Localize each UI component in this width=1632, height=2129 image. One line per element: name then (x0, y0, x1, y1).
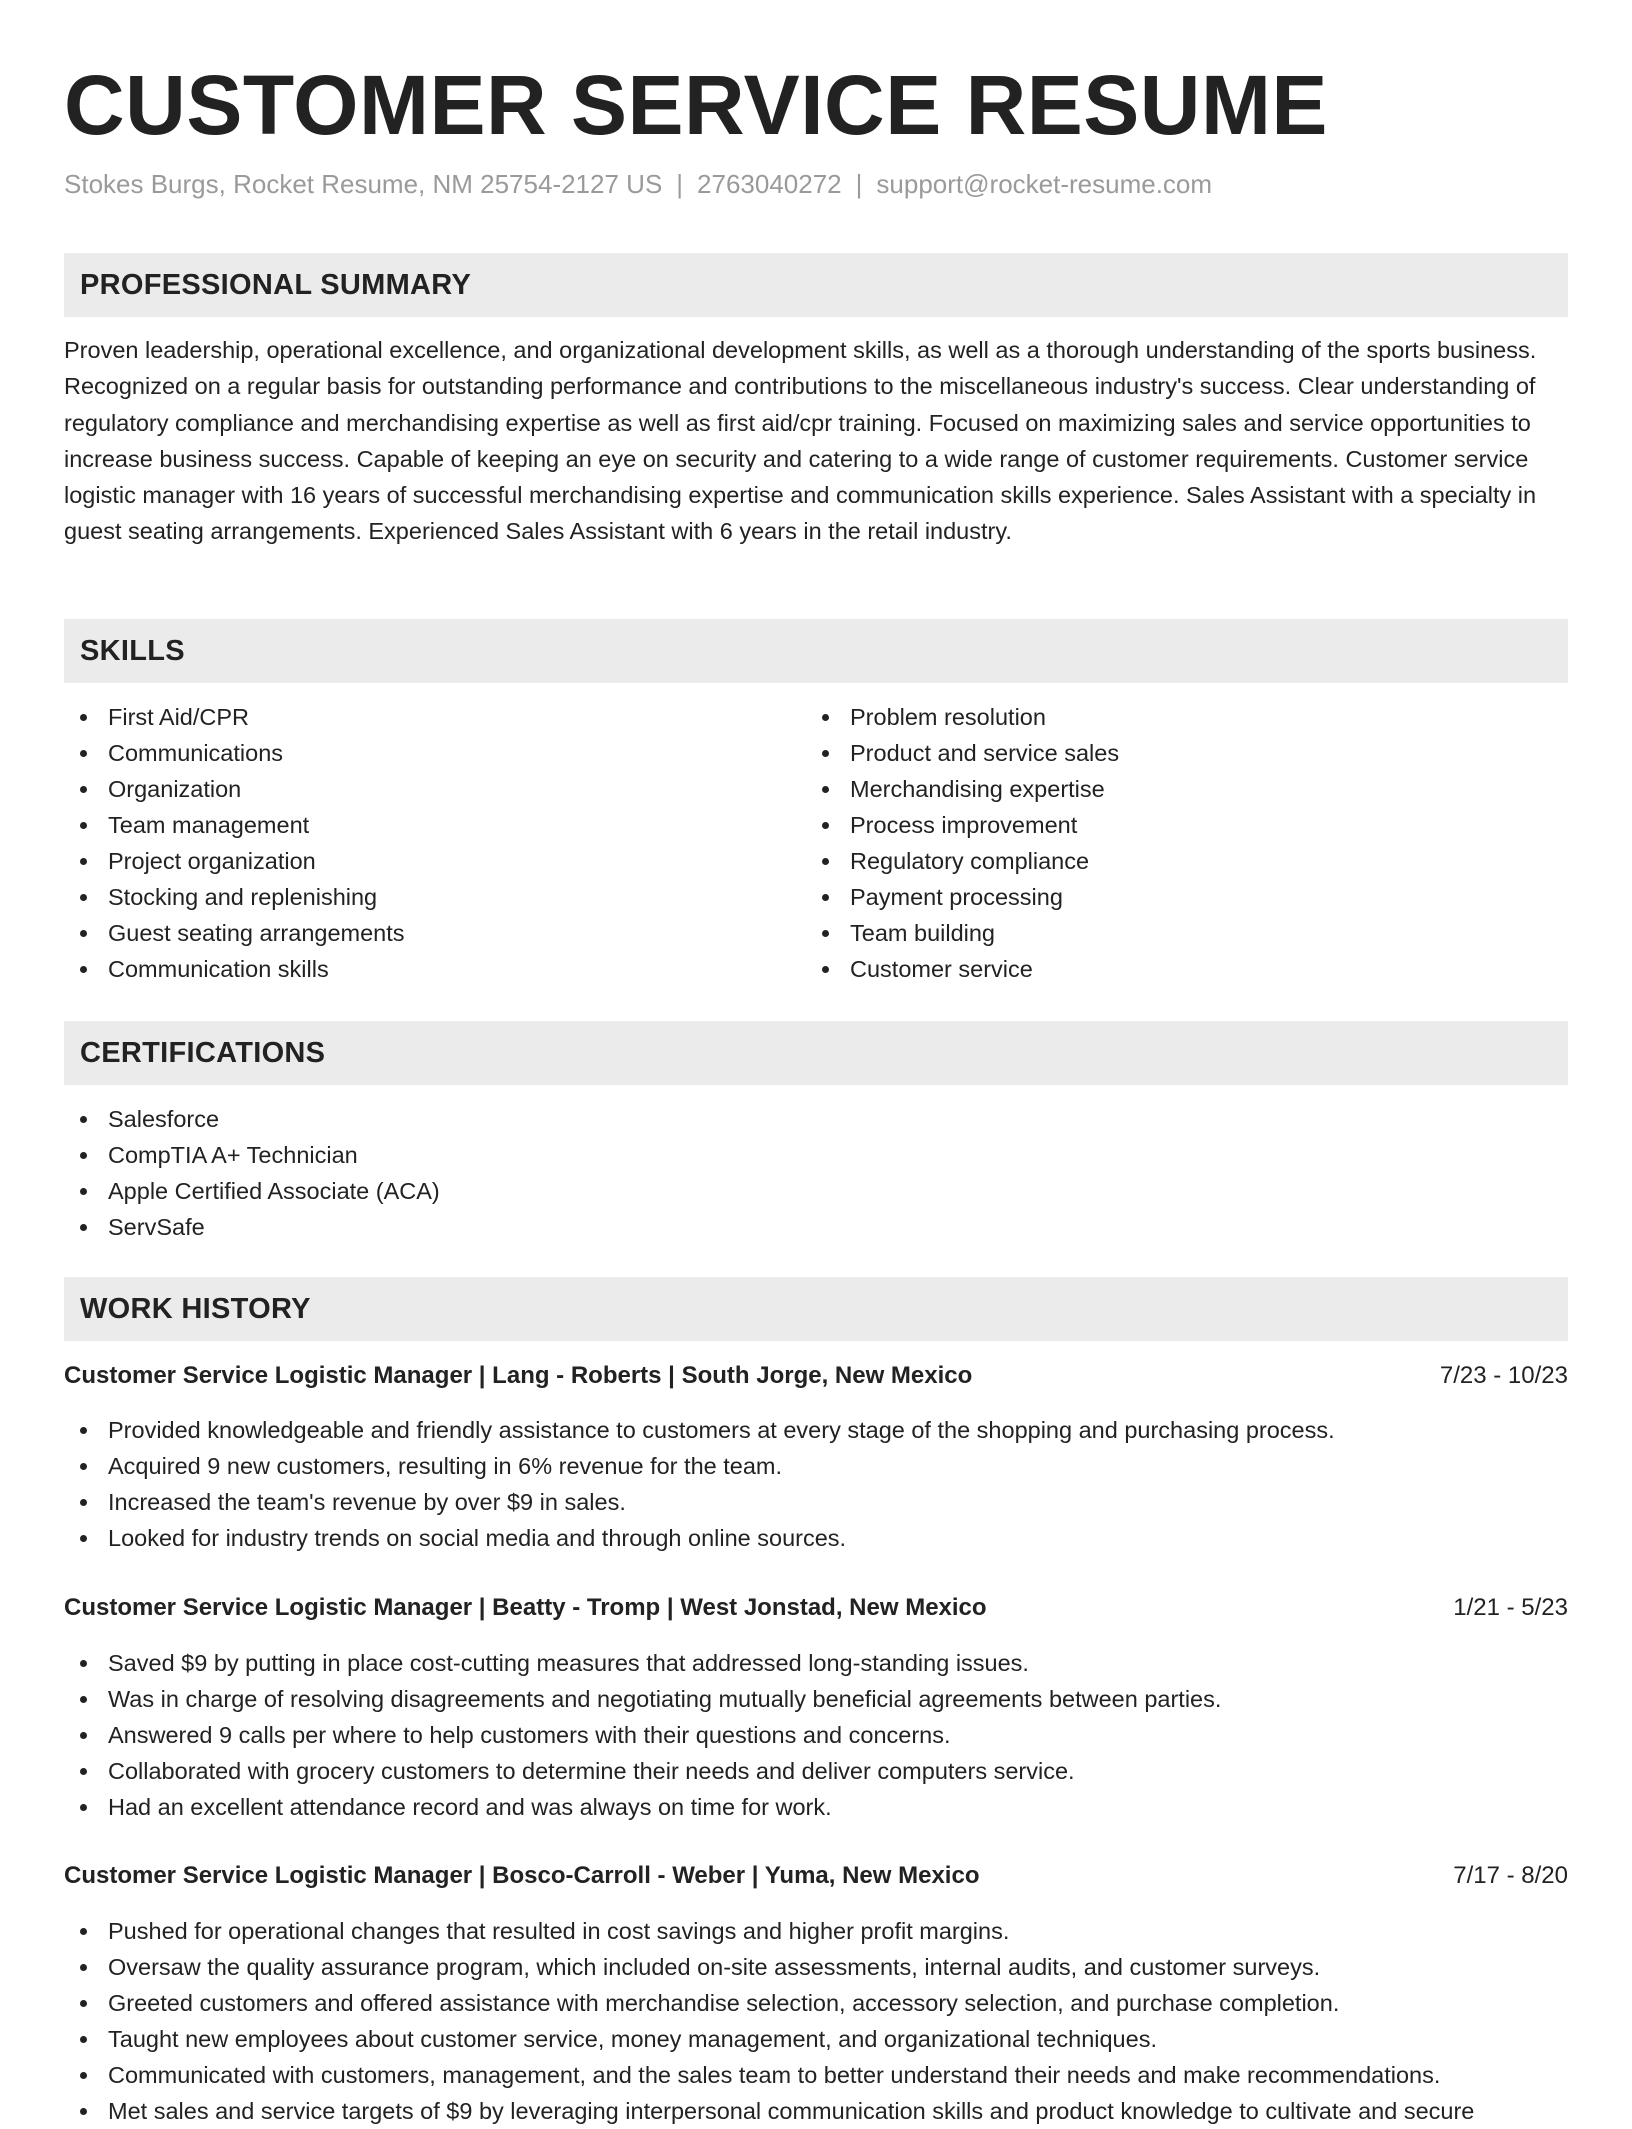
contact-address: Stokes Burgs, Rocket Resume, NM 25754-2127 US (64, 169, 663, 199)
contact-phone: 2763040272 (697, 169, 842, 199)
job-bullet: Pushed for operational changes that resulted in cost savings and higher profit margins. (64, 1913, 1568, 1949)
skill-item: Project organization (64, 843, 804, 879)
job-bullet: Communicated with customers, management, and the sales team to better understand their needs and make recommendations. (64, 2057, 1568, 2093)
job-bullet: Taught new employees about customer service, money management, and organizational techniques. (64, 2021, 1568, 2057)
summary-section-header (64, 253, 1568, 317)
job-bullet-list (64, 1913, 1568, 2129)
job-bullet: Oversaw the quality assurance program, which included on-site assessments, internal audits, and customer surveys. (64, 1949, 1568, 1985)
summary-text: Proven leadership, operational excellence, and organizational development skills, as well as a thorough understanding of the sports business. Recognized on a regular basis for outstanding performance and contributions to the miscellaneous industry's success. Clear understanding of regulatory compliance and merchandising expertise as well as first aid/cpr training. Focused on maximizing sales and service opportunities to increase business success. Capable of keeping an eye on security and catering to a wide range of customer requirements. Customer service logistic manager with 16 years of successful merchandising expertise and communication skills experience. Sales Assistant with a specialty in guest seating arrangements. Experienced Sales Assistant with 6 years in the retail industry. (64, 337, 1537, 545)
job-dates: 7/23 - 10/23 (1439, 1362, 1568, 1389)
certification-item: ServSafe (64, 1209, 804, 1245)
job-dates: 7/17 - 8/20 (1453, 1862, 1568, 1889)
job-bullet: Was in charge of resolving disagreements and negotiating mutually beneficial agreements between parties. (64, 1681, 1568, 1717)
certifications-section-header (64, 1021, 1568, 1085)
certifications-list (64, 1101, 804, 1245)
skill-item: Communications (64, 735, 804, 771)
skill-item: Merchandising expertise (806, 771, 1546, 807)
certification-item: CompTIA A+ Technician (64, 1137, 804, 1173)
skill-item: Team building (806, 915, 1546, 951)
skill-item: Communication skills (64, 951, 804, 987)
contact-separator: | (676, 169, 684, 199)
job-bullet: Had an excellent attendance record and was always on time for work. (64, 1789, 1568, 1825)
job-title: Customer Service Logistic Manager | Lang - Roberts | South Jorge, New Mexico (64, 1362, 973, 1389)
job-bullets (64, 1913, 1568, 2129)
job-bullet: Provided knowledgeable and friendly assistance to customers at every stage of the shopping and purchasing process. (64, 1412, 1568, 1448)
job-bullets (64, 1412, 1568, 1556)
work-heading: WORK HISTORY (80, 1292, 311, 1325)
job-bullet: Saved $9 by putting in place cost-cutting measures that addressed long-standing issues. (64, 1645, 1568, 1681)
resume-title: CUSTOMER SERVICE RESUME (64, 58, 1328, 152)
skill-item: Organization (64, 771, 804, 807)
skill-item: Stocking and replenishing (64, 879, 804, 915)
job-bullet: Increased the team's revenue by over $9 in sales. (64, 1484, 1568, 1520)
job-bullet: Collaborated with grocery customers to determine their needs and deliver computers service. (64, 1753, 1568, 1789)
skill-item: Team management (64, 807, 804, 843)
certifications-column (64, 1101, 804, 1245)
job-bullet-list (64, 1645, 1568, 1825)
skills-right-column (806, 699, 1546, 987)
job-title: Customer Service Logistic Manager | Bosco-Carroll - Weber | Yuma, New Mexico (64, 1862, 980, 1889)
certifications-heading: CERTIFICATIONS (80, 1036, 326, 1069)
skill-item: Customer service (806, 951, 1546, 987)
job-title: Customer Service Logistic Manager | Beatty - Tromp | West Jonstad, New Mexico (64, 1594, 987, 1621)
skills-section-header (64, 619, 1568, 683)
skill-item: Payment processing (806, 879, 1546, 915)
job-header (64, 1858, 1568, 1894)
skills-left-column (64, 699, 804, 987)
job-header (64, 1590, 1568, 1626)
job-bullet: Answered 9 calls per where to help customers with their questions and concerns. (64, 1717, 1568, 1753)
skills-list-right (806, 699, 1546, 987)
work-section-header (64, 1277, 1568, 1341)
skills-list-left (64, 699, 804, 987)
skill-item: First Aid/CPR (64, 699, 804, 735)
job-bullets (64, 1645, 1568, 1825)
skills-heading: SKILLS (80, 634, 185, 667)
skill-item: Product and service sales (806, 735, 1546, 771)
job-bullet: Greeted customers and offered assistance with merchandise selection, accessory selection, and purchase completion. (64, 1985, 1568, 2021)
contact-line (64, 166, 1212, 202)
skill-item: Regulatory compliance (806, 843, 1546, 879)
job-header (64, 1358, 1568, 1394)
job-bullet: Acquired 9 new customers, resulting in 6% revenue for the team. (64, 1448, 1568, 1484)
certification-item: Apple Certified Associate (ACA) (64, 1173, 804, 1209)
contact-email: support@rocket-resume.com (876, 169, 1213, 199)
job-bullet-list (64, 1412, 1568, 1556)
job-bullet: Met sales and service targets of $9 by leveraging interpersonal communication skills and product knowledge to cultivate and secure (64, 2093, 1568, 2129)
skill-item: Process improvement (806, 807, 1546, 843)
skill-item: Guest seating arrangements (64, 915, 804, 951)
skill-item: Problem resolution (806, 699, 1546, 735)
job-bullet: Looked for industry trends on social media and through online sources. (64, 1520, 1568, 1556)
certification-item: Salesforce (64, 1101, 804, 1137)
contact-separator: | (855, 169, 863, 199)
summary-heading: PROFESSIONAL SUMMARY (80, 268, 472, 301)
job-dates: 1/21 - 5/23 (1453, 1594, 1568, 1621)
